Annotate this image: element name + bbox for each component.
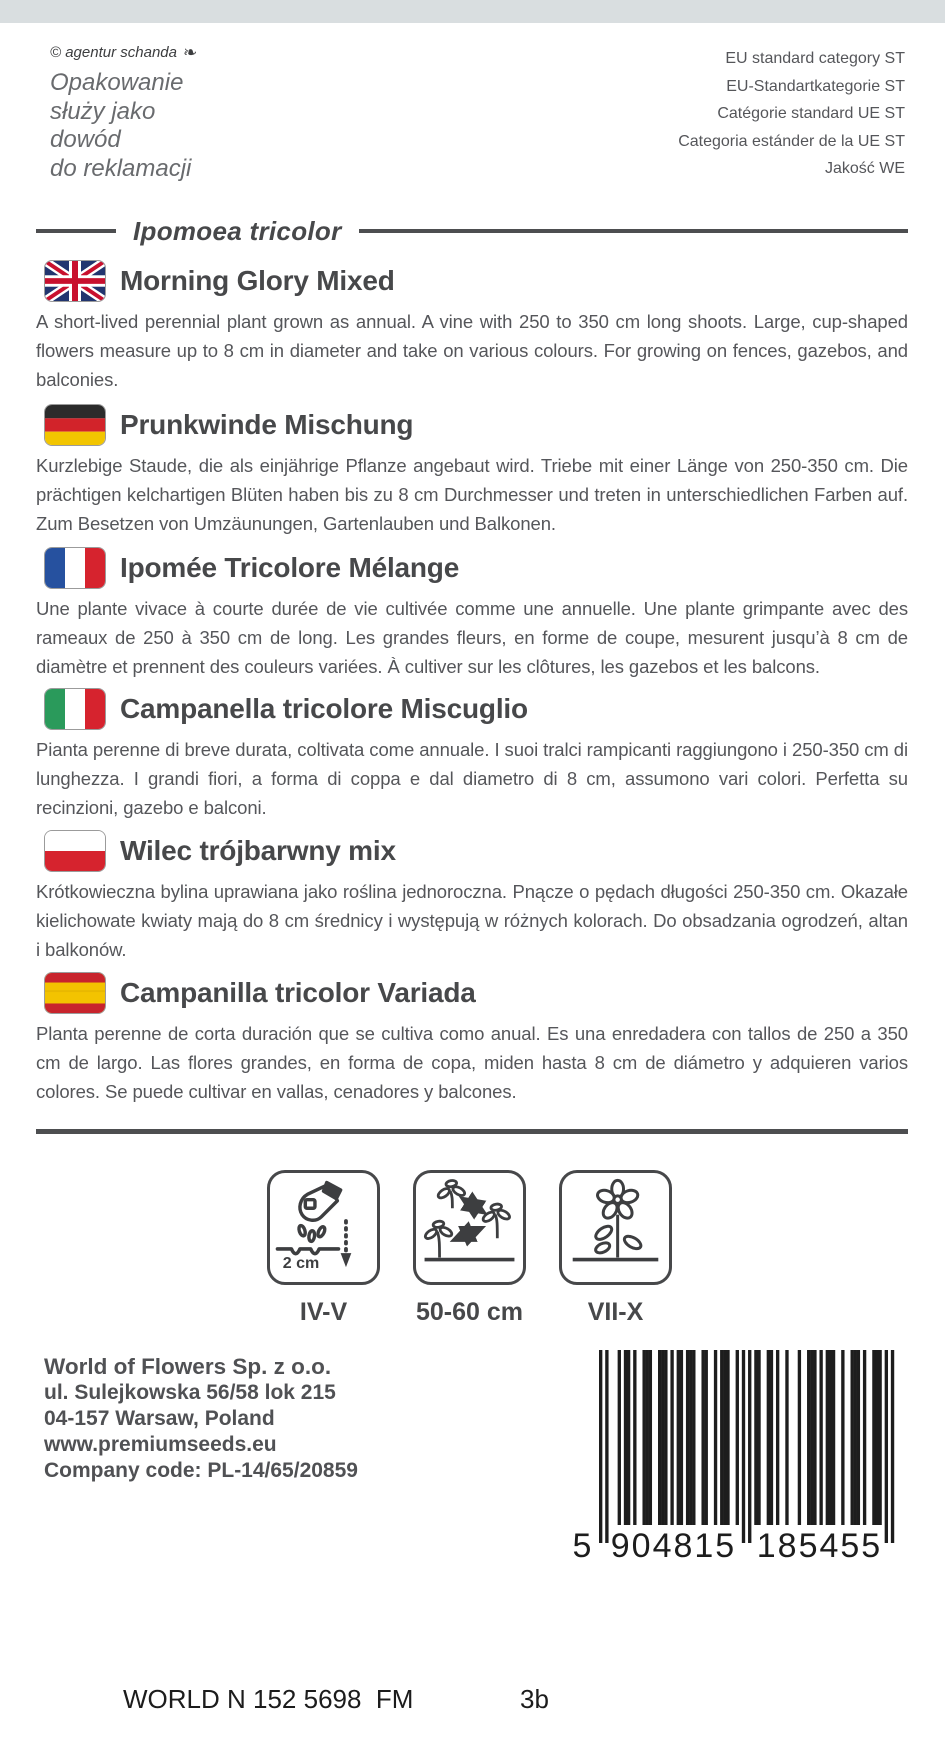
packet-code: 3b — [520, 1684, 549, 1714]
variety-name-de: Prunkwinde Mischung — [120, 409, 414, 440]
company-code: Company code: PL-14/65/20859 — [44, 1459, 358, 1482]
description-de: Kurzlebige Staude, die als einjährige Pflanze angebaut wird. Triebe mit einer Länge von 250-350 cm. Die prächtigen kelchartigen Blüten haben bis zu 8 cm Durchmesser und treten in unterschiedlichen Farben auf. Zum Besetzen von Umzäunungen, Gartenlauben und Balkonen. — [36, 455, 908, 534]
eu-category-line: Jakość WE — [824, 160, 905, 177]
barcode-svg — [560, 1350, 896, 1582]
copyright-text: © agentur schanda — [50, 44, 177, 61]
company-name: World of Flowers Sp. z o.o. — [44, 1354, 332, 1379]
section-italian — [36, 688, 908, 822]
packaging-note — [50, 69, 191, 183]
italy-flag-icon — [44, 688, 106, 730]
company-info — [44, 1354, 358, 1484]
packaging-note-line: Opakowanie — [50, 69, 184, 96]
batch-code: WORLD N 152 5698 FM — [123, 1684, 414, 1714]
packaging-note-line: dowód — [50, 126, 121, 153]
svg-text:185455: 185455 — [756, 1527, 883, 1565]
spacing-pictogram — [413, 1170, 526, 1327]
svg-text:904815: 904815 — [610, 1527, 737, 1565]
flowering-pictogram — [559, 1170, 672, 1327]
packaging-note-line: do reklamacji — [50, 154, 192, 182]
cultivation-pictograms — [267, 1170, 672, 1327]
sowing-pictogram — [267, 1170, 380, 1327]
publisher-logo-icon: ❧ — [182, 43, 198, 62]
sowing-depth-icon — [267, 1170, 380, 1285]
plant-spacing-label: 50-60 cm — [415, 1298, 524, 1326]
packaging-note-line: służy jako — [50, 97, 156, 125]
germany-flag-icon — [44, 404, 106, 446]
flowering-period-icon — [559, 1170, 672, 1285]
variety-name-pl: Wilec trójbarwny mix — [120, 835, 396, 866]
flowering-period-label: VII-X — [587, 1298, 644, 1326]
eu-category-line: Categoria estánder de la UE ST — [678, 132, 905, 150]
eu-category-line: EU standard category ST — [725, 50, 905, 67]
description-es: Planta perenne de corta duración que se cultiva como anual. Es una enredadera con tallos de 250 a 350 cm de largo. Las flores grandes, en forma de copa, miden hasta 8 cm de diámetro y adquieren varios colores. Se puede cultivar en vallas, cenadores y balcones. — [36, 1023, 908, 1102]
eu-category-line: EU-Standartkategorie ST — [726, 77, 905, 95]
eu-category-line: Catégorie standard UE ST — [717, 105, 905, 122]
header-rule-right — [359, 229, 909, 233]
united-kingdom-flag-icon — [44, 260, 106, 302]
company-website: www.premiumseeds.eu — [44, 1433, 277, 1456]
section-english — [36, 260, 908, 394]
ean13-barcode — [560, 1350, 896, 1587]
latin-name-header — [36, 214, 908, 248]
variety-name-es: Campanilla tricolor Variada — [120, 977, 476, 1008]
section-french — [36, 547, 908, 681]
variety-name-en: Morning Glory Mixed — [120, 265, 395, 296]
section-spanish — [36, 972, 908, 1106]
sowing-period-label: IV-V — [299, 1298, 348, 1326]
top-color-bar — [0, 0, 945, 23]
plant-spacing-icon — [413, 1170, 526, 1285]
poland-flag-icon — [44, 830, 106, 872]
description-en: A short-lived perennial plant grown as annual. A vine with 250 to 350 cm long shoots. Large, cup-shaped flowers measure up to 8 cm in diameter and take on various colours. For growing on fences, gazebos, and balconies. — [36, 311, 908, 390]
sowing-depth-value: 2 cm — [282, 1254, 320, 1273]
section-divider-rule — [36, 1129, 908, 1134]
header-rule-left — [36, 229, 116, 233]
description-fr: Une plante vivace à courte durée de vie cultivée comme une annuelle. Une plante grimpante avec des rameaux de 250 à 350 cm de long. Les grandes fleurs, en forme de coupe, mesurent jusqu’à 8 cm de diamètre et prennent des couleurs variées. À cultiver sur les clôtures, les gazebos et les balcons. — [36, 598, 908, 677]
variety-name-it: Campanella tricolore Miscuglio — [120, 693, 528, 724]
spain-flag-icon — [44, 972, 106, 1014]
description-pl: Krótkowieczna bylina uprawiana jako roślina jednoroczna. Pnącze o pędach długości 250-350 cm. Okazałe kielichowate kwiaty mają do 8 cm średnicy i występują w różnych kolorach. Do obsadzania ogrodzeń, altan i balkonów. — [36, 881, 908, 960]
description-it: Pianta perenne di breve durata, coltivata come annuale. I suoi tralci rampicanti raggiungono i 250-350 cm di lunghezza. I grandi fiori, a forma di coppa e dal diametro di 8 cm, assumono vari colori. Perfetta su recinzioni, gazebo e balconi. — [36, 739, 908, 818]
section-polish — [36, 830, 908, 964]
svg-text:5: 5 — [572, 1527, 592, 1565]
copyright-line — [50, 44, 197, 61]
company-address-line: 04-157 Warsaw, Poland — [44, 1407, 275, 1430]
france-flag-icon — [44, 547, 106, 589]
eu-category-block — [678, 45, 905, 183]
variety-name-fr: Ipomée Tricolore Mélange — [120, 552, 460, 583]
latin-name: Ipomoea tricolor — [133, 215, 342, 246]
section-german — [36, 404, 908, 538]
company-address-line: ul. Sulejkowska 56/58 lok 215 — [44, 1381, 336, 1404]
